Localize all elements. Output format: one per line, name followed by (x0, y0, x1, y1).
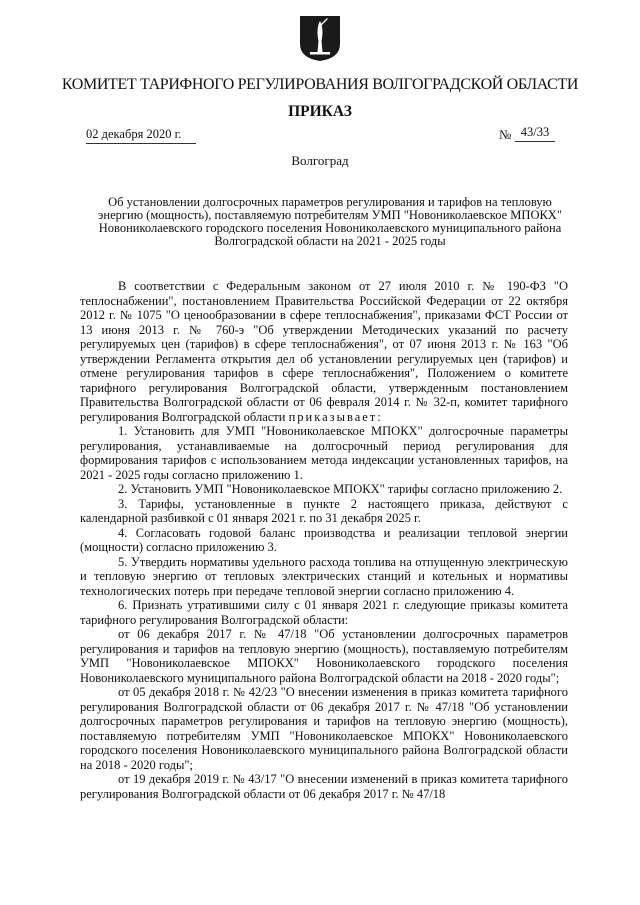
number-label: № (499, 127, 512, 142)
volgograd-coat-of-arms-icon (296, 14, 344, 62)
repealed-order-paragraph: от 19 декабря 2019 г. № 43/17 "О внесении изменений в приказ комитета тарифного регулирования Волгоградской области от 06 декабря 2017 г. № 47/18 (80, 772, 568, 801)
organization-name: КОМИТЕТ ТАРИФНОГО РЕГУЛИРОВАНИЯ ВОЛГОГРАДСКОЙ ОБЛАСТИ (61, 76, 579, 93)
item-paragraph: 5. Утвердить нормативы удельного расхода топлива на отпущенную электрическую и тепловую энергию от тепловых электрических станций и котельных и нормативы технологических потерь при передаче тепловой энергии согласно приложению 4. (80, 554, 568, 598)
preamble-paragraph (80, 279, 568, 424)
document-number: 43/33 (515, 125, 555, 142)
item-paragraph: 3. Тарифы, установленные в пункте 2 настоящего приказа, действуют с календарной разбивкой с 01 января 2021 г. по 31 декабря 2025 г. (80, 496, 568, 525)
document-body (80, 279, 568, 801)
document-title: Об установлении долгосрочных параметров регулирования и тарифов на тепловую энергию (мощность), поставляемую потребителям УМП "Новониколаевское МПОКХ" Новониколаевского городского поселения Новониколаевского муниципального района Волгоградской области на 2021 - 2025 годы (98, 195, 562, 248)
item-paragraph: 6. Признать утратившими силу с 01 января 2021 г. следующие приказы комитета тарифного регулирования Волгоградской области: (80, 598, 568, 627)
city-name: Волгоград (291, 153, 349, 168)
document-type: ПРИКАЗ (288, 103, 352, 120)
orders-word: приказывает: (288, 409, 383, 424)
repealed-order-paragraph: от 06 декабря 2017 г. № 47/18 "Об установлении долгосрочных параметров регулирования и тарифов на тепловую энергию (мощность), поставляемую потребителям УМП "Новониколаевское МПОКХ" Новониколаевского городского поселения Новониколаевского муниципального района Волгоградской области на 2018 - 2020 годы"; (80, 627, 568, 685)
repealed-order-paragraph: от 05 декабря 2018 г. № 42/23 "О внесении изменения в приказ комитета тарифного регулирования Волгоградской области от 06 декабря 2017 г. № 47/18 "Об установлении долгосрочных параметров регулирования и тарифов на тепловую энергию (мощность), поставляемую потребителям УМП "Новониколаевское МПОКХ" Новониколаевского городского поселения Новониколаевского муниципального района Волгоградской области на 2018 - 2020 годы"; (80, 685, 568, 772)
item-paragraph: 1. Установить для УМП "Новониколаевское МПОКХ" долгосрочные параметры регулирования, устанавливаемые на долгосрочный период регулирования для формирования тарифов с использованием метода индексации установленных тарифов, на 2021 - 2025 годы согласно приложению 1. (80, 424, 568, 482)
preamble-text: В соответствии с Федеральным законом от 27 июля 2010 г. № 190-ФЗ "О теплоснабжении", постановлением Правительства Российской Федерации от 22 октября 2012 г. № 1075 "О ценообразовании в сфере теплоснабжения", приказами ФСТ России от 13 июня 2013 г. № 760-э "Об утверждении Методических указаний по расчету регулируемых цен (тарифов) в сфере теплоснабжения", от 07 июня 2013 г. № 163 "Об утверждении Регламента открытия дел об установлении регулируемых цен (тарифов) и отмене регулирования тарифов в сфере теплоснабжения", Положением о комитете тарифного регулирования Волгоградской области, утвержденным постановлением Правительства Волгоградской области от 06 февраля 2014 г. № 32-п, комитет тарифного регулирования Волгоградской области (80, 279, 568, 424)
document-date: 02 декабря 2020 г. (86, 127, 196, 144)
item-paragraph: 2. Установить УМП "Новониколаевское МПОКХ" тарифы согласно приложению 2. (118, 482, 563, 496)
item-paragraph: 4. Согласовать годовой баланс производства и реализации тепловой энергии (мощности) согласно приложению 3. (80, 525, 568, 554)
